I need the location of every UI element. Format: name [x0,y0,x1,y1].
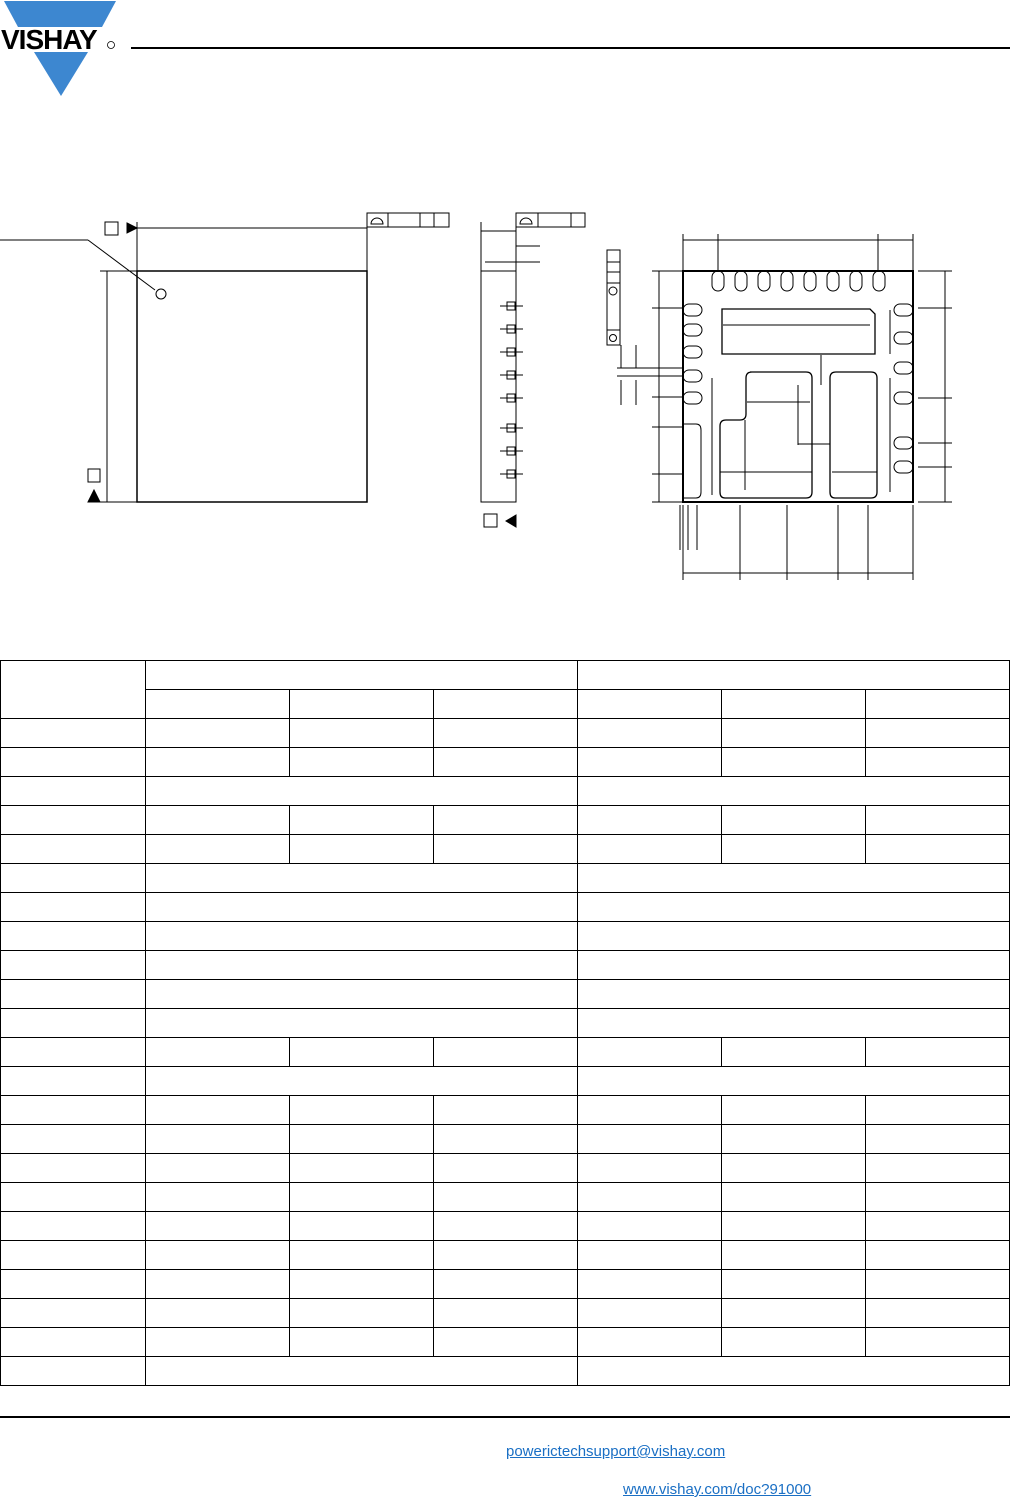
support-email-link[interactable]: powerictechsupport@vishay.com [506,1443,726,1460]
pad [758,271,770,291]
table-row [1,1125,1010,1154]
pad [683,370,702,382]
table-row [1,1212,1010,1241]
dimensions-table [0,660,1010,1386]
pad [781,271,793,291]
pad [683,324,702,336]
table-row [1,835,1010,864]
table-row [1,1183,1010,1212]
top-view [0,213,449,502]
pad [894,362,913,374]
pad [850,271,862,291]
table-row [1,1154,1010,1183]
pad [894,461,913,473]
table-row [1,719,1010,748]
table-row [1,1009,1010,1038]
table-row [1,951,1010,980]
table-row [1,922,1010,951]
table-row [1,1357,1010,1386]
pad [827,271,839,291]
table-row [1,1299,1010,1328]
pad [894,304,913,316]
bottom-view [607,234,952,580]
svg-text:VISHAY: VISHAY [1,24,97,55]
header-rule [131,47,1010,49]
pad [683,346,702,358]
table-row [1,1096,1010,1125]
table-row [1,1241,1010,1270]
document-url-link[interactable]: www.vishay.com/doc?91000 [623,1481,812,1498]
pad [683,424,701,498]
table-subheader-row [1,690,1010,719]
table-row [1,893,1010,922]
table-row [1,1038,1010,1067]
pad [804,271,816,291]
table-row [1,1328,1010,1357]
table-row [1,1067,1010,1096]
side-view [481,213,585,527]
table-row [1,748,1010,777]
pad [873,271,885,291]
table-header-row [1,661,1010,690]
table-row [1,806,1010,835]
table-row [1,777,1010,806]
table-row [1,980,1010,1009]
vishay-logo [0,0,120,98]
table-row [1,864,1010,893]
pad [735,271,747,291]
pad [683,304,702,316]
footer-rule [0,1416,1010,1418]
pad [894,332,913,344]
pad [683,392,702,404]
pad [712,271,724,291]
pad [894,392,913,404]
pad [894,437,913,449]
package-outline-drawing [0,200,1010,600]
table-row [1,1270,1010,1299]
